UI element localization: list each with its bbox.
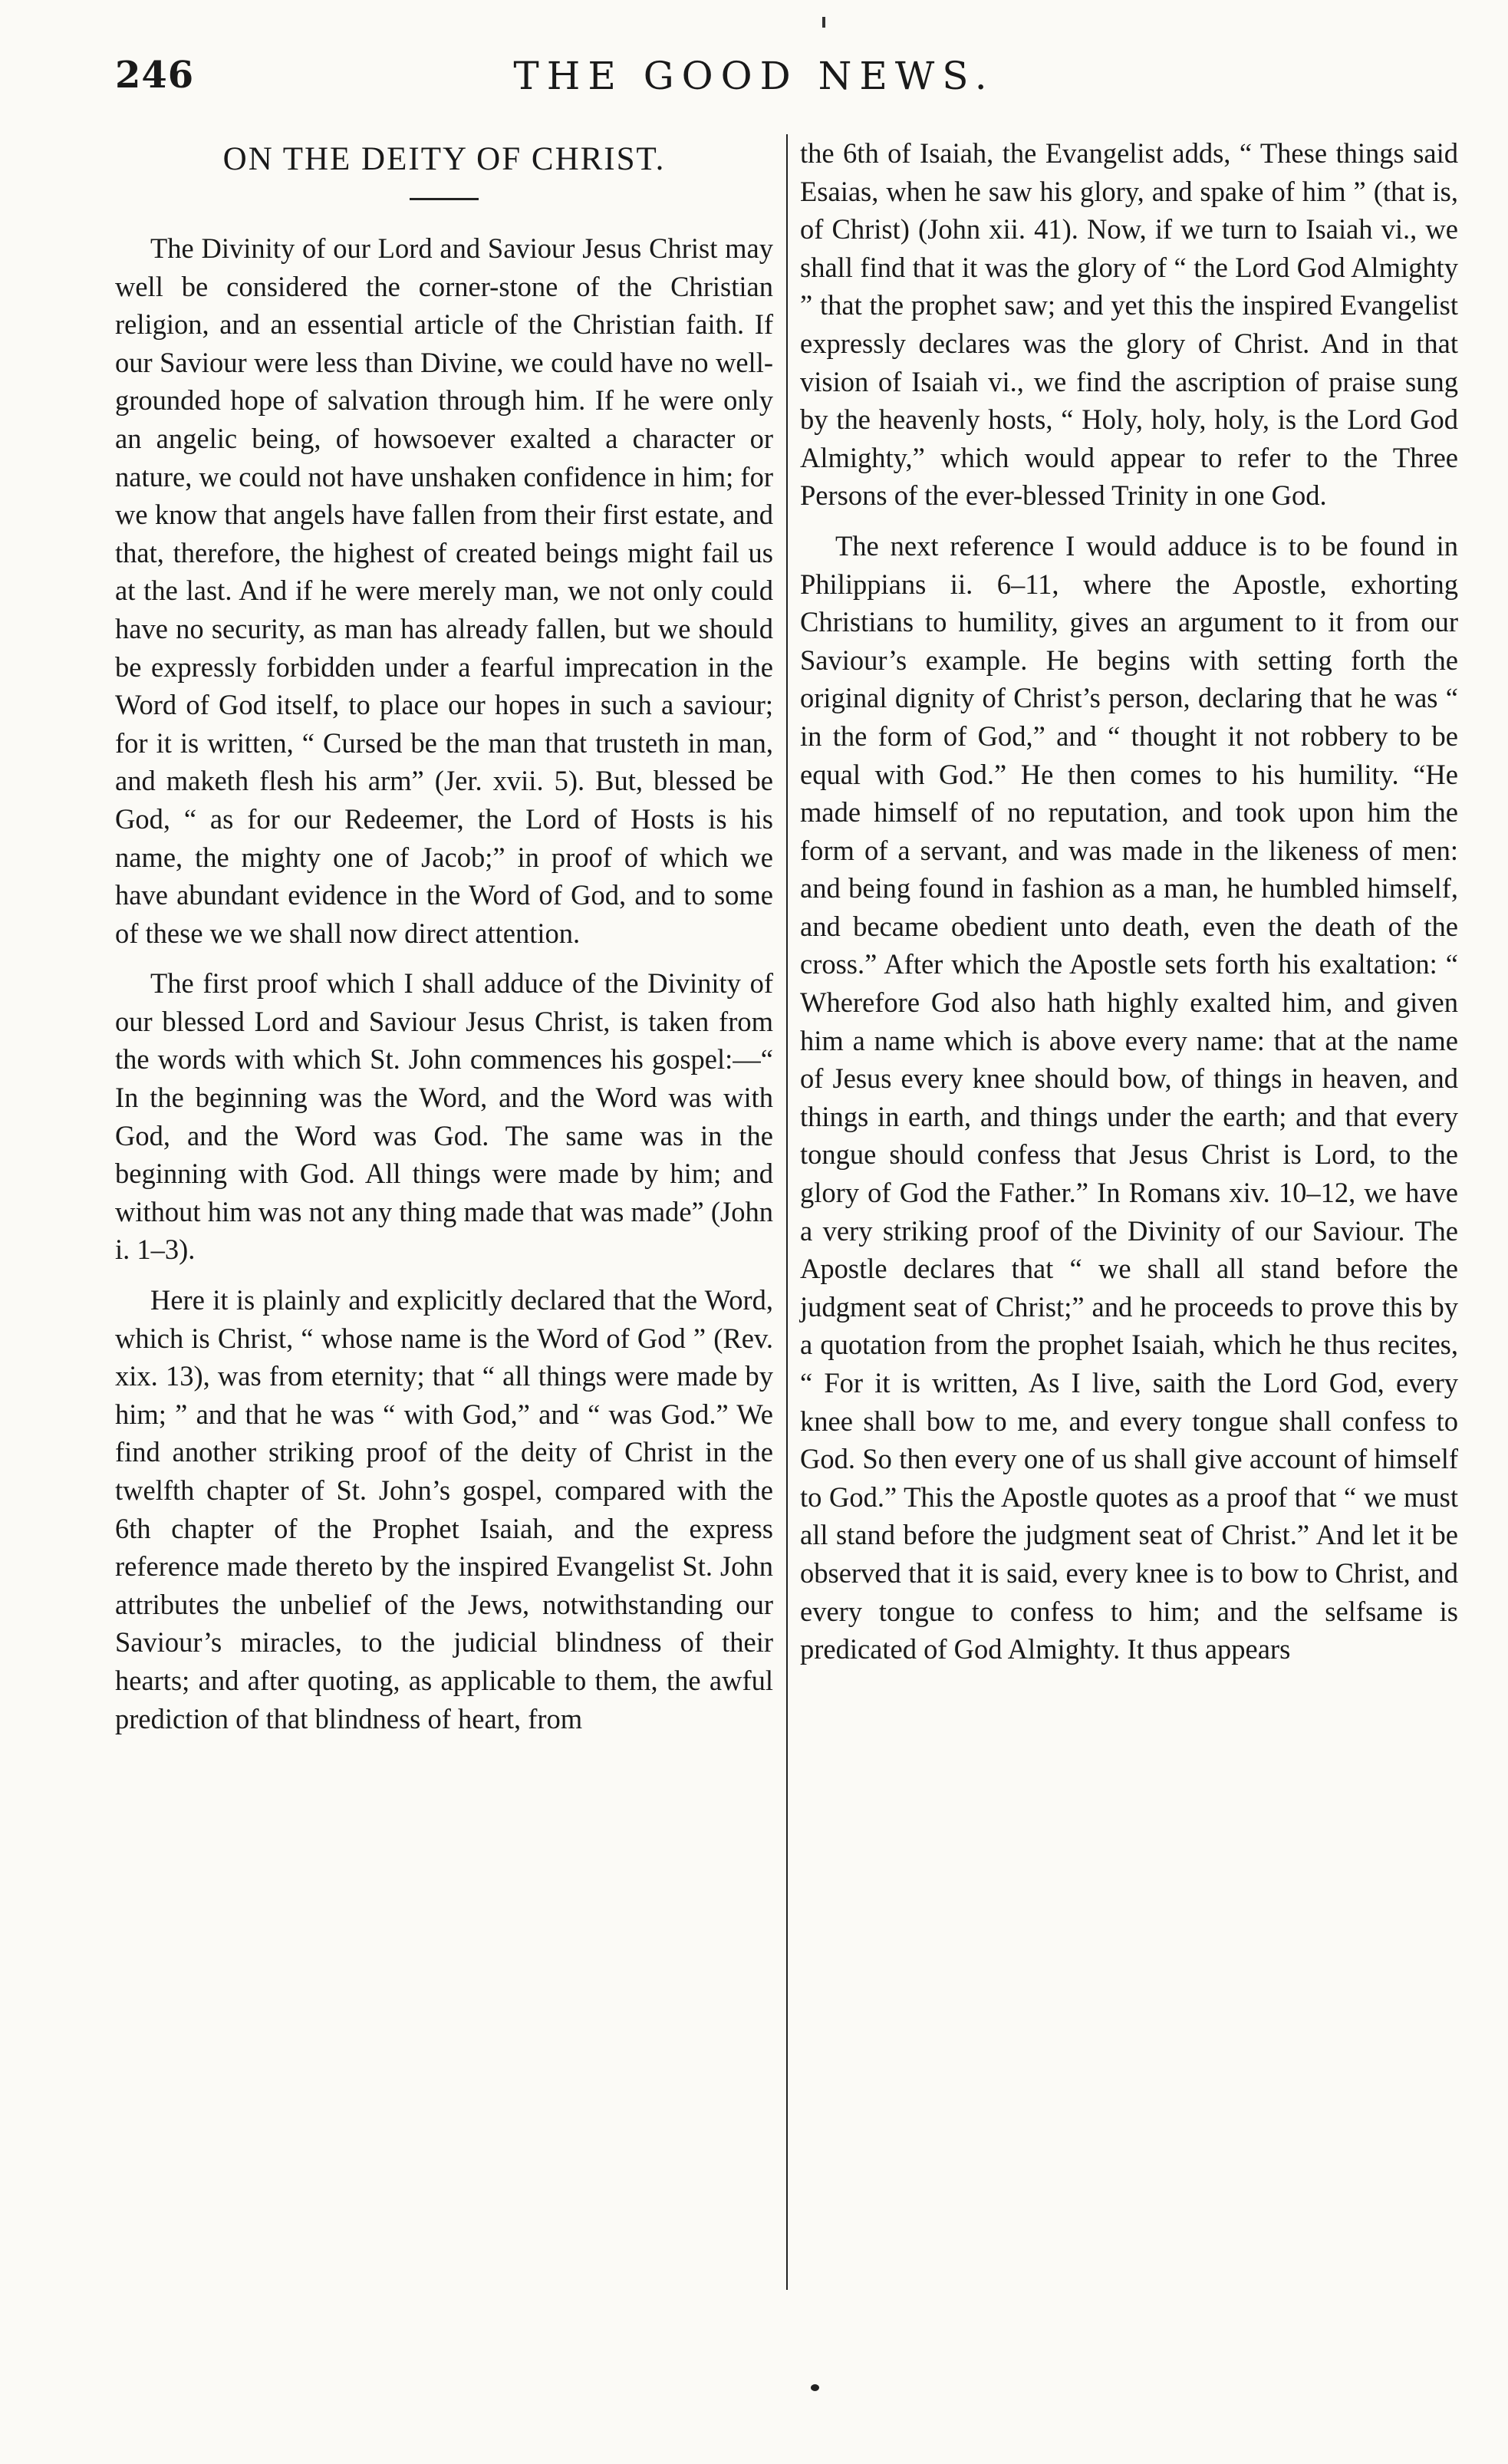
right-column — [800, 134, 1458, 1681]
title-rule — [410, 198, 479, 200]
paragraph-continued: the 6th of Isaiah, the Evangelist adds, “ These things said Esaias, when he saw his glory, and spake of him ” (that is, of Christ) (John xii. 41). Now, if we turn to Isaiah vi., we shall find that it was the glory of “ the Lord God Almighty ” that the prophet saw; and yet this the inspired Evangelist expressly declares was the glory of Christ. And in that vision of Isaiah vi., we find the ascription of praise sung by the heavenly hosts, “ Holy, holy, holy, is the Lord God Almighty,” which would appear to refer to the Three Persons of the ever-blessed Trinity in one God. — [800, 137, 1458, 512]
paragraph: Here it is plainly and explicitly declared that the Word, which is Christ, “ whose name is the Word of God ” (Rev. xix. 13), was from eternity; that “ all things were made by him; ” and that he was “ with God,” and “ was God.” We find another striking proof of the deity of Christ in the twelfth chapter of St. John’s gospel, compared with the 6th chapter of the Prophet Isaiah, and the express reference made thereto by the inspired Evangelist St. John attributes the unbelief of the Jews, notwithstanding our Saviour’s miracles, to the judicial blindness of their hearts; and after quoting, as applicable to them, the awful prediction of that blindness of heart, from — [115, 1284, 773, 1734]
ink-speck — [822, 17, 825, 28]
ink-speck — [811, 2384, 819, 2391]
paragraph: The first proof which I shall adduce of the Divinity of our blessed Lord and Saviour Jesus Christ, is taken from the words with which St. John commences his gospel:—“ In the beginning was the Word, and the Word was with God, and the Word was God. The same was in the beginning with God. All things were made by him; and without him was not any thing made that was made” (John i. 1–3). — [115, 967, 773, 1266]
article-title: ON THE DEITY OF CHRIST. — [222, 141, 666, 177]
column-divider — [786, 134, 788, 2290]
left-column — [115, 134, 773, 1750]
page-number: 246 — [115, 54, 195, 97]
page-header — [0, 54, 1508, 123]
running-title: THE GOOD NEWS. — [513, 54, 995, 98]
paragraph: The Divinity of our Lord and Saviour Jesus Christ may well be considered the corner-stone of the Christian religion, and an essential article of the Christian faith. If our Saviour were less than Divine, we could have no well-grounded hope of salvation through him. If he were only an angelic being, of howsoever exalted a character or nature, we could not have unshaken confidence in him; for we know that angels have fallen from their first estate, and that, therefore, the highest of created beings might fail us at the last. And if he were merely man, we not only could have no security, as man has already fallen, but we should be expressly forbidden under a fearful imprecation in the Word of God itself, to place our hopes in such a saviour; for it is written, “ Cursed be the man that trusteth in man, and maketh flesh his arm” (Jer. xvii. 5). But, blessed be God, “ as for our Redeemer, the Lord of Hosts is his name, the mighty one of Jacob;” in proof of which we have abundant evidence in the Word of God, and to some of these we we shall now direct attention. — [115, 232, 773, 949]
paragraph: The next reference I would adduce is to be found in Philippians ii. 6–11, where the Apostle, exhorting Christians to humility, gives an argument to it from our Saviour’s example. He begins with setting forth the original dignity of Christ’s person, declaring that he was “ in the form of God,” and “ thought it not robbery to be equal with God.” He then comes to his humility. “He made himself of no reputation, and took upon him the form of a servant, and was made in the likeness of men: and being found in fashion as a man, he humbled himself, and became obedient unto death, even the death of the cross.” After which the Apostle sets forth his exaltation: “ Wherefore God also hath highly exalted him, and given him a name which is above every name: that at the name of Jesus every knee should bow, of things in heaven, and things in earth, and things under the earth; and that every tongue should confess that Jesus Christ is Lord, to the glory of God the Father.” In Romans xiv. 10–12, we have a very striking proof of the Divinity of our Saviour. The Apostle declares that “ we shall all stand before the judgment seat of Christ;” and he proceeds to prove this by a quotation from the prophet Isaiah, which he thus recites, “ For it is written, As I live, saith the Lord God, every knee shall bow to me, and every tongue shall confess to God. So then every one of us shall give account of himself to God.” This the Apostle quotes as a proof that “ we must all stand before the judgment seat of Christ.” And let it be observed that it is said, every knee is to bow to Christ, and every tongue to confess to him; and the selfsame is predicated of God Almighty. It thus appears — [800, 529, 1458, 1665]
